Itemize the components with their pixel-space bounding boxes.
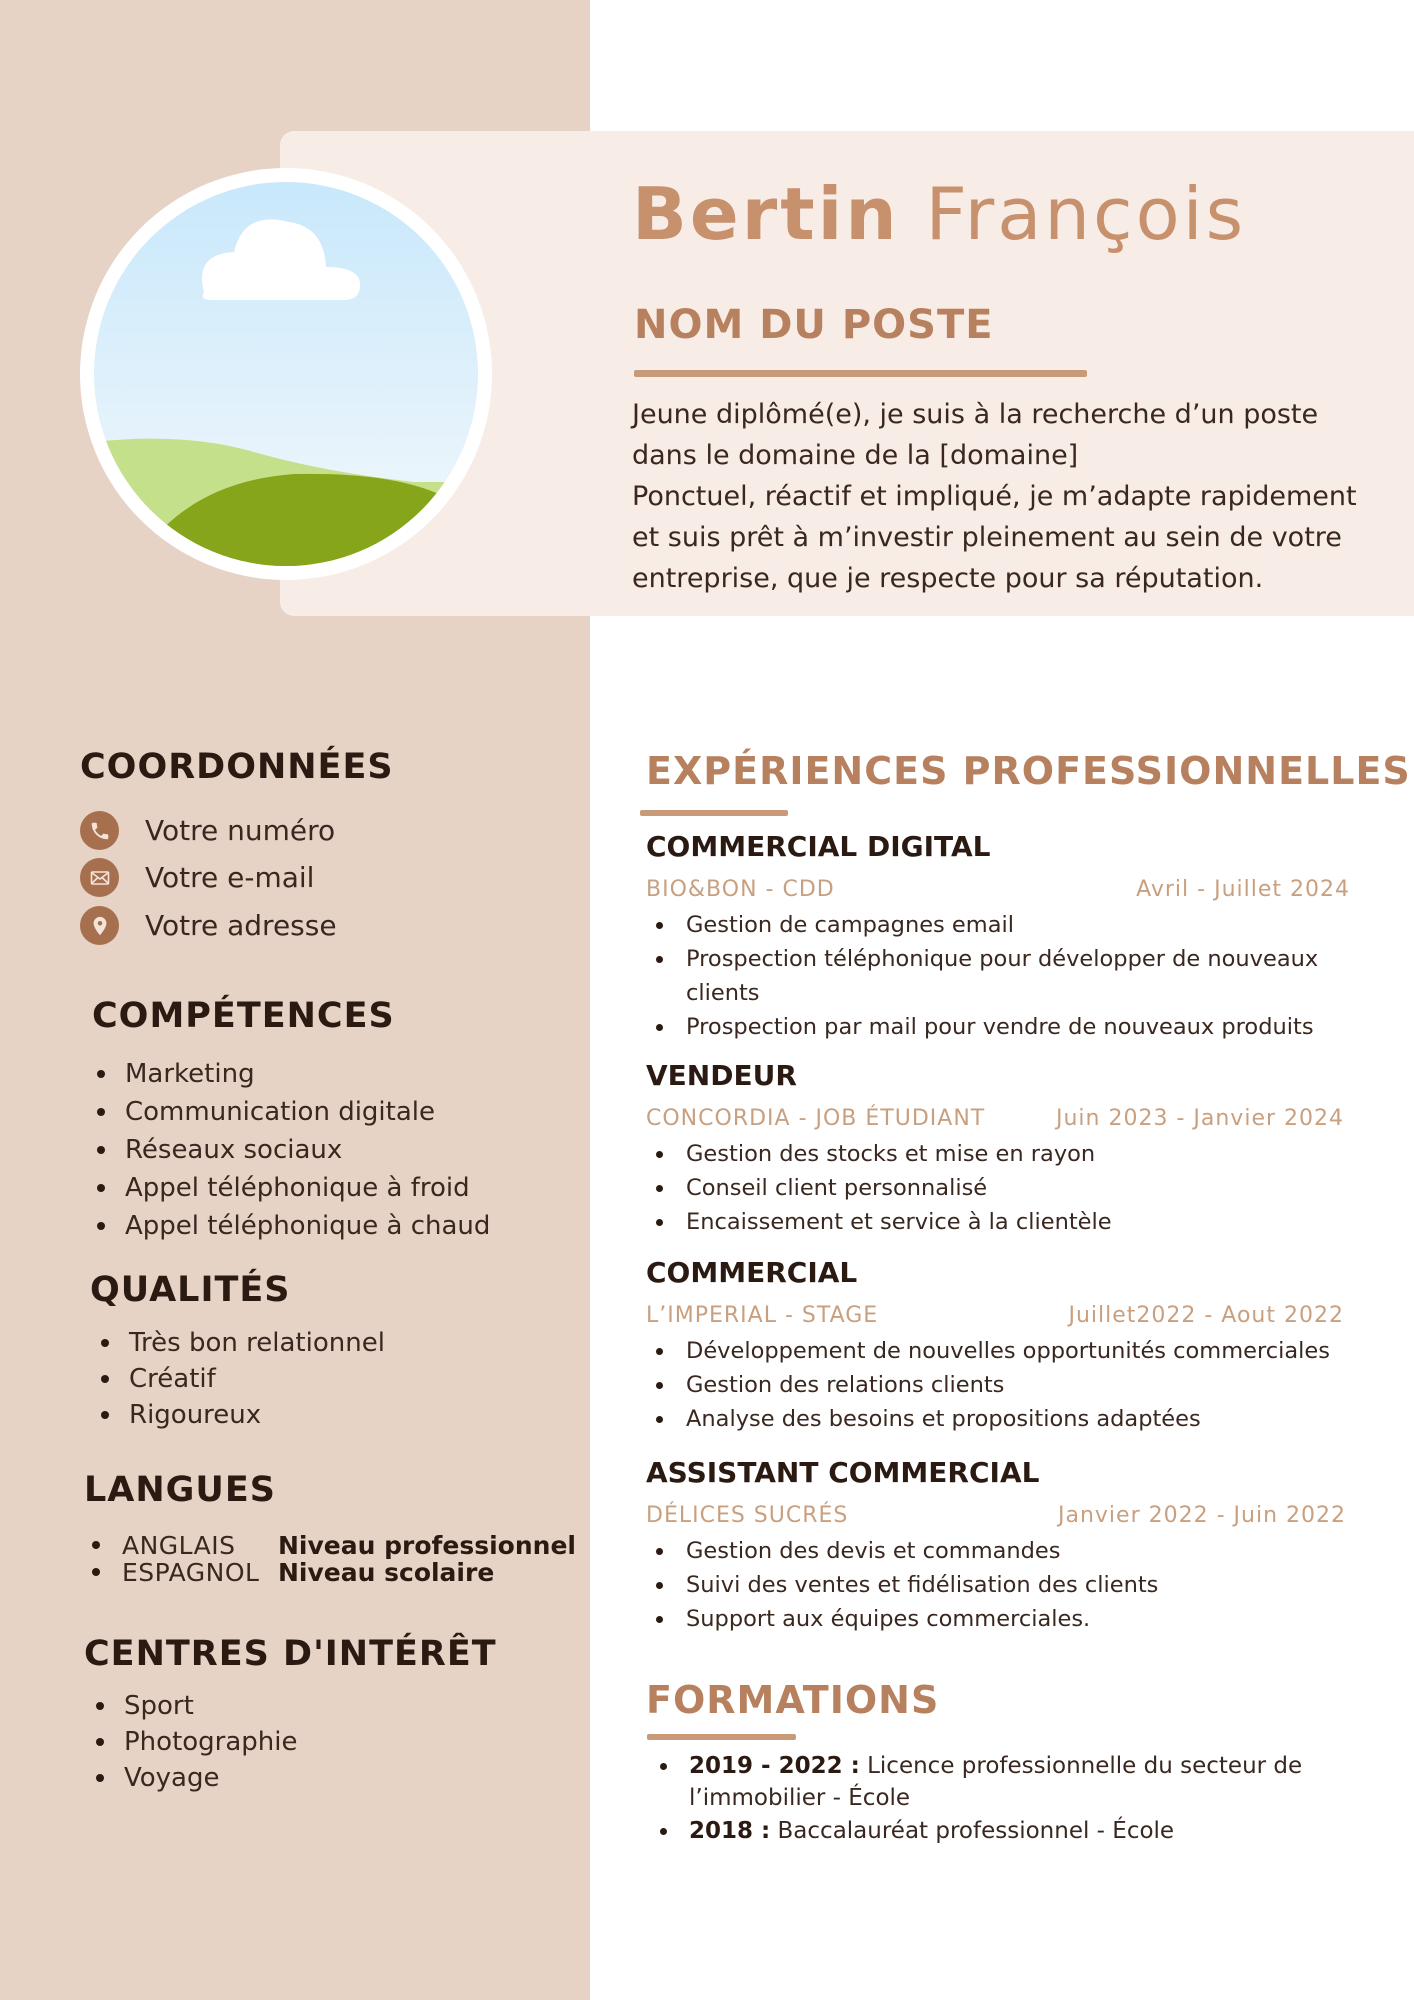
job-entry-dates: Juin 2023 - Janvier 2024 — [1056, 1106, 1344, 1131]
intro-paragraph: Jeune diplômé(e), je suis à la recherche d’un poste dans le domaine de la [domaine] Ponctuel, réactif et impliqué, je m’adapte rapidement et suis prêt à m’investir pleinement au sein de votre entreprise, que je respecte pour sa réputation. — [632, 399, 1357, 594]
list-item: Photographie — [92, 1724, 298, 1760]
experience-entry — [646, 830, 1350, 1044]
education-list — [648, 1750, 1348, 1848]
job-entry-company: BIO&BON - CDD — [646, 877, 835, 902]
education-years: 2019 - 2022 : — [689, 1753, 860, 1779]
experience-entry — [646, 1256, 1346, 1436]
list-item: Réseaux sociaux — [93, 1131, 490, 1169]
bullet — [92, 1541, 100, 1549]
bullet — [92, 1568, 100, 1576]
language-row — [92, 1558, 494, 1586]
job-entry-company: CONCORDIA - JOB ÉTUDIANT — [646, 1106, 986, 1131]
job-entry-dates: Avril - Juillet 2024 — [1136, 877, 1350, 902]
list-item: Appel téléphonique à chaud — [93, 1207, 490, 1245]
job-entry-title: VENDEUR — [646, 1059, 797, 1092]
education-text: Baccalauréat professionnel - École — [770, 1818, 1175, 1844]
languages-heading: LANGUES — [84, 1470, 276, 1510]
job-entry-dates: Juillet2022 - Aout 2022 — [1068, 1303, 1344, 1328]
language-level: Niveau scolaire — [278, 1557, 495, 1587]
education-heading: FORMATIONS — [646, 1678, 940, 1722]
job-entry-company: L’IMPERIAL - STAGE — [646, 1303, 879, 1328]
list-item: Sport — [92, 1688, 298, 1724]
contact-address-row — [80, 906, 337, 945]
experience-underline — [640, 810, 788, 816]
list-item: Gestion des relations clients — [646, 1368, 1346, 1402]
education-text: Licence professionnelle du secteur de l’immobilier - École — [689, 1753, 1303, 1811]
experience-heading: EXPÉRIENCES PROFESSIONNELLES — [646, 749, 1411, 793]
language-name: ESPAGNOL — [122, 1557, 260, 1587]
list-item: Très bon relationnel — [97, 1325, 385, 1361]
list-item: Support aux équipes commerciales. — [646, 1602, 1346, 1636]
job-entry-title: COMMERCIAL — [646, 1256, 858, 1289]
language-level: Niveau professionnel — [278, 1530, 576, 1560]
language-name: ANGLAIS — [122, 1530, 236, 1560]
list-item: Développement de nouvelles opportunités commerciales — [646, 1334, 1346, 1368]
job-entry-title: COMMERCIAL DIGITAL — [646, 830, 991, 863]
list-item: Gestion des stocks et mise en rayon — [646, 1137, 1346, 1171]
mail-icon — [80, 858, 119, 897]
first-name: Bertin — [632, 172, 900, 256]
job-title: NOM DU POSTE — [634, 302, 994, 348]
list-item: Appel téléphonique à froid — [93, 1169, 490, 1207]
location-pin-icon — [80, 906, 119, 945]
education-underline — [647, 1734, 796, 1740]
last-name: François — [925, 172, 1247, 256]
education-years: 2018 : — [689, 1818, 771, 1844]
list-item: Prospection téléphonique pour développer de nouveaux clients — [646, 942, 1346, 1010]
contact-phone-row — [80, 811, 335, 850]
experience-entry — [646, 1456, 1346, 1636]
interests-list — [92, 1688, 298, 1796]
list-item — [648, 1815, 1348, 1847]
list-item: Analyse des besoins et propositions adaptées — [646, 1402, 1346, 1436]
language-row — [92, 1531, 576, 1559]
contact-heading: COORDONNÉES — [80, 747, 394, 787]
interests-heading: CENTRES D'INTÉRÊT — [84, 1634, 497, 1674]
list-item: Suivi des ventes et fidélisation des clients — [646, 1568, 1346, 1602]
contact-email: Votre e-mail — [145, 861, 315, 894]
list-item: Créatif — [97, 1361, 385, 1397]
skills-list — [93, 1055, 490, 1245]
profile-photo — [80, 168, 492, 580]
phone-icon — [80, 811, 119, 850]
qualities-list — [97, 1325, 385, 1433]
job-entry-company: DÉLICES SUCRÉS — [646, 1503, 849, 1528]
list-item: Conseil client personnalisé — [646, 1171, 1346, 1205]
list-item — [648, 1750, 1348, 1814]
landscape-image-icon — [94, 182, 478, 566]
list-item: Encaissement et service à la clientèle — [646, 1205, 1346, 1239]
qualities-heading: QUALITÉS — [90, 1270, 291, 1310]
contact-email-row — [80, 858, 314, 897]
job-title-underline — [634, 370, 1087, 377]
contact-phone: Votre numéro — [145, 814, 336, 847]
list-item: Prospection par mail pour vendre de nouveaux produits — [646, 1010, 1346, 1044]
candidate-name — [632, 172, 1247, 256]
list-item: Voyage — [92, 1760, 298, 1796]
list-item: Rigoureux — [97, 1397, 385, 1433]
skills-heading: COMPÉTENCES — [92, 996, 395, 1036]
list-item: Marketing — [93, 1055, 490, 1093]
list-item: Gestion des devis et commandes — [646, 1534, 1346, 1568]
experience-entry — [646, 1059, 1346, 1239]
list-item: Gestion de campagnes email — [646, 908, 1346, 942]
job-entry-dates: Janvier 2022 - Juin 2022 — [1058, 1503, 1346, 1528]
list-item: Communication digitale — [93, 1093, 490, 1131]
contact-address: Votre adresse — [145, 909, 337, 942]
job-entry-title: ASSISTANT COMMERCIAL — [646, 1456, 1040, 1489]
